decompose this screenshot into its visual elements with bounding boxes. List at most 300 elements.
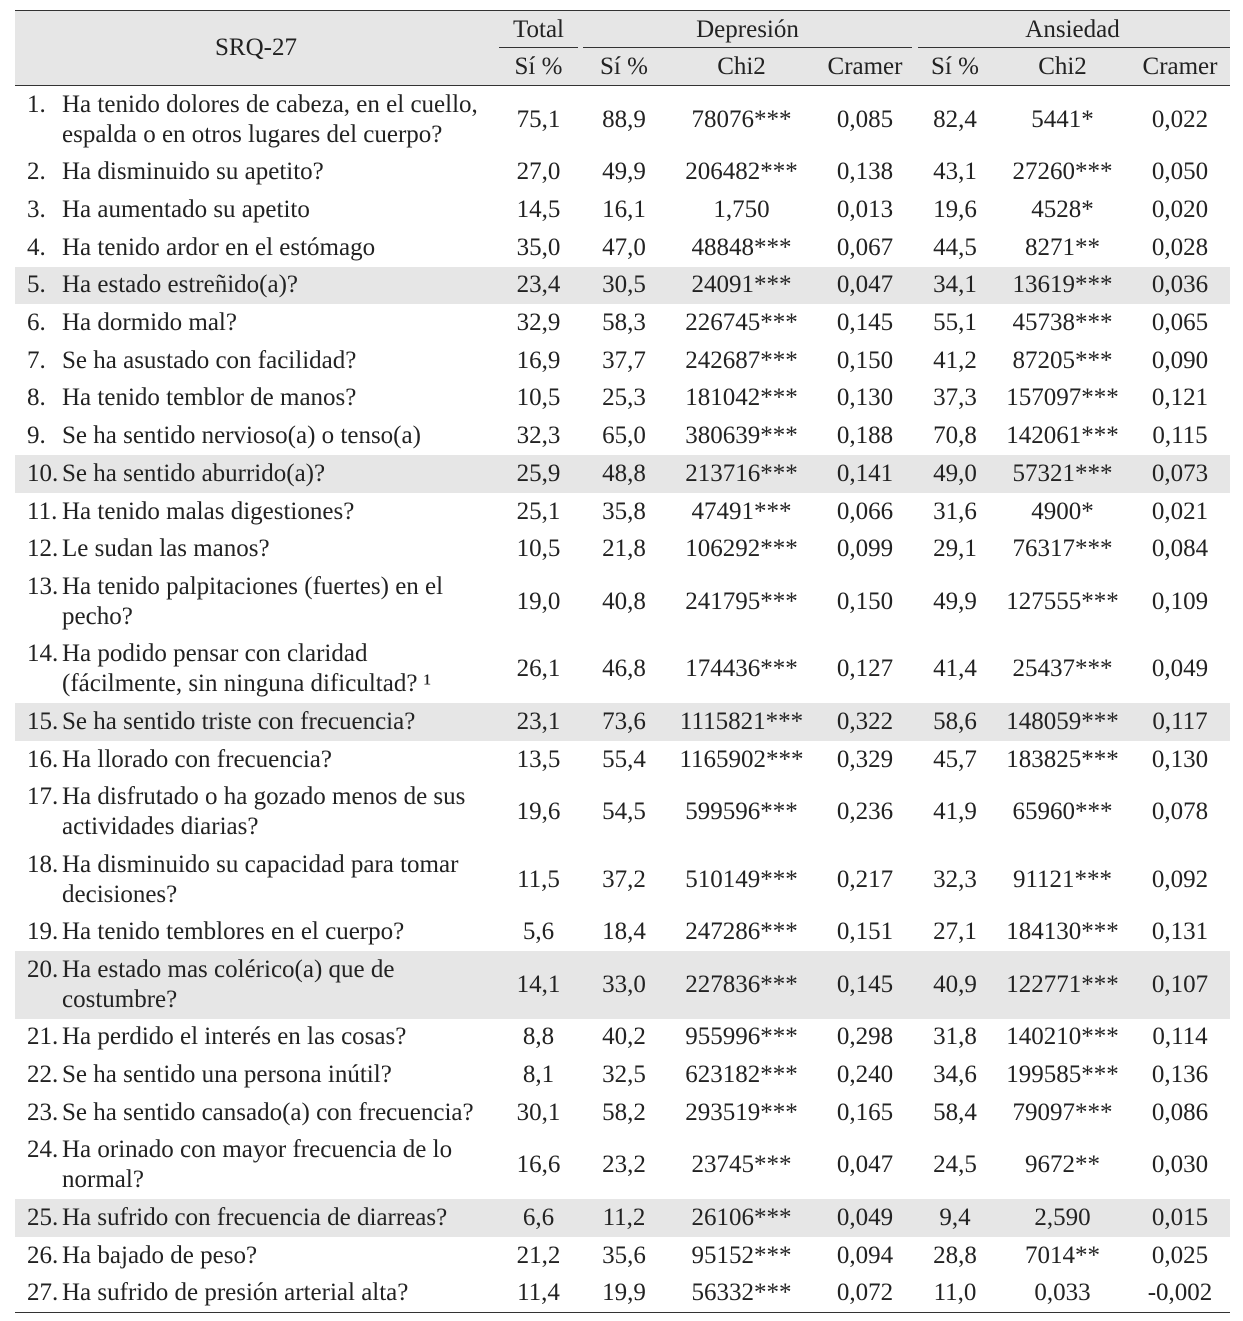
item-number: 15. bbox=[27, 707, 59, 735]
table-row bbox=[15, 846, 1230, 914]
item-text-line: costumbre? bbox=[62, 985, 178, 1013]
cell-depresion-cramer: 0,130 bbox=[836, 384, 894, 412]
cell-depresion-cramer: 0,047 bbox=[836, 271, 894, 299]
cell-depresion-cramer: 0,067 bbox=[836, 233, 894, 261]
table-row bbox=[15, 154, 1230, 192]
item-number: 26. bbox=[27, 1241, 59, 1269]
table-row bbox=[15, 530, 1230, 568]
cell-ansiedad-cramer: 0,086 bbox=[1151, 1098, 1209, 1126]
cell-ansiedad-si: 44,5 bbox=[933, 233, 977, 261]
item-text-line: Le sudan las manos? bbox=[62, 535, 270, 563]
cell-ansiedad-si: 24,5 bbox=[933, 1151, 977, 1179]
item-text-line: Ha llorado con frecuencia? bbox=[62, 745, 332, 773]
cell-depresion-chi2: 78076*** bbox=[691, 105, 792, 133]
cell-ansiedad-cramer: 0,090 bbox=[1151, 346, 1209, 374]
cell-ansiedad-chi2: 5441* bbox=[1031, 105, 1094, 133]
cell-ansiedad-chi2: 0,033 bbox=[1034, 1279, 1091, 1307]
table-row bbox=[15, 1237, 1230, 1275]
item-number: 9. bbox=[27, 422, 46, 450]
cell-ansiedad-chi2: 4528* bbox=[1031, 196, 1094, 224]
cell-total-si: 11,4 bbox=[517, 1279, 560, 1307]
cell-depresion-si: 47,0 bbox=[602, 233, 646, 261]
item-text-line: Se ha asustado con facilidad? bbox=[62, 346, 357, 374]
item-cell bbox=[15, 1199, 497, 1237]
item-text-line: Ha dormido mal? bbox=[62, 309, 237, 337]
item-wrapper bbox=[27, 1022, 406, 1052]
cell-ansiedad-si: 49,9 bbox=[933, 587, 977, 615]
cell-ansiedad-cramer: 0,078 bbox=[1151, 798, 1209, 826]
header-depresion-cramer: Cramer bbox=[827, 52, 903, 80]
item-text bbox=[62, 850, 458, 910]
item-wrapper bbox=[27, 917, 404, 947]
item-cell bbox=[15, 1237, 497, 1275]
item-cell bbox=[15, 530, 497, 568]
cell-depresion-chi2: 380639*** bbox=[685, 422, 798, 450]
item-wrapper bbox=[27, 270, 298, 300]
cell-depresion-cramer: 0,240 bbox=[836, 1061, 894, 1089]
item-text bbox=[62, 157, 324, 187]
cell-depresion-si: 30,5 bbox=[602, 271, 646, 299]
cell-total-si: 10,5 bbox=[516, 535, 561, 563]
cell-total-si: 35,0 bbox=[516, 233, 561, 261]
cell-total-si: 14,5 bbox=[516, 196, 561, 224]
cell-depresion-chi2: 1115821*** bbox=[679, 707, 804, 735]
item-text-line: Ha tenido dolores de cabeza, en el cuello, bbox=[62, 90, 478, 118]
cell-depresion-chi2: 599596*** bbox=[685, 798, 798, 826]
item-text-line: Ha disminuido su apetito? bbox=[62, 158, 324, 186]
item-number: 11. bbox=[27, 497, 58, 525]
item-cell bbox=[15, 380, 497, 418]
cell-depresion-cramer: 0,099 bbox=[836, 535, 894, 563]
item-wrapper bbox=[27, 782, 465, 842]
cell-ansiedad-si: 32,3 bbox=[933, 865, 977, 893]
item-cell bbox=[15, 493, 497, 531]
item-text bbox=[62, 233, 375, 263]
cell-total-si: 32,3 bbox=[516, 422, 561, 450]
cell-ansiedad-si: 58,4 bbox=[933, 1098, 977, 1126]
cell-depresion-si: 55,4 bbox=[602, 745, 646, 773]
cell-ansiedad-chi2: 76317*** bbox=[1012, 535, 1113, 563]
cell-ansiedad-si: 45,7 bbox=[933, 745, 977, 773]
item-cell bbox=[15, 1056, 497, 1094]
cell-ansiedad-si: 37,3 bbox=[933, 384, 977, 412]
item-wrapper bbox=[27, 1241, 257, 1271]
cell-ansiedad-cramer: 0,117 bbox=[1152, 707, 1208, 735]
table-row bbox=[15, 86, 1230, 154]
item-text bbox=[62, 346, 356, 376]
item-text bbox=[62, 1060, 392, 1090]
item-wrapper bbox=[27, 308, 237, 338]
cell-depresion-si: 37,2 bbox=[602, 865, 646, 893]
cell-depresion-cramer: 0,072 bbox=[836, 1279, 894, 1307]
item-number: 24. bbox=[27, 1136, 59, 1164]
cell-total-si: 23,4 bbox=[516, 271, 561, 299]
cell-ansiedad-si: 9,4 bbox=[939, 1204, 971, 1232]
cell-depresion-chi2: 226745*** bbox=[685, 309, 798, 337]
cell-depresion-chi2: 1,750 bbox=[713, 196, 770, 224]
cell-ansiedad-chi2: 91121*** bbox=[1012, 865, 1113, 893]
cell-depresion-si: 21,8 bbox=[602, 535, 646, 563]
cell-ansiedad-si: 27,1 bbox=[933, 918, 977, 946]
cell-depresion-si: 11,2 bbox=[602, 1204, 646, 1232]
table-row bbox=[15, 568, 1230, 636]
item-text-line: Ha tenido palpitaciones (fuertes) en el bbox=[62, 572, 444, 600]
cell-ansiedad-cramer: 0,136 bbox=[1151, 1061, 1209, 1089]
cell-ansiedad-cramer: 0,025 bbox=[1151, 1241, 1209, 1269]
cell-depresion-si: 40,8 bbox=[602, 587, 646, 615]
item-text bbox=[62, 1241, 257, 1271]
cell-ansiedad-cramer: 0,015 bbox=[1151, 1204, 1209, 1232]
item-cell bbox=[15, 1019, 497, 1057]
item-text-line: Ha tenido temblor de manos? bbox=[62, 384, 357, 412]
item-text-line: Ha aumentado su apetito bbox=[62, 196, 310, 224]
item-wrapper bbox=[27, 421, 421, 451]
table-row bbox=[15, 741, 1230, 779]
cell-ansiedad-cramer: 0,109 bbox=[1151, 587, 1209, 615]
cell-ansiedad-chi2: 127555*** bbox=[1006, 587, 1119, 615]
item-cell bbox=[15, 1275, 497, 1313]
cell-depresion-si: 40,2 bbox=[602, 1023, 646, 1051]
cell-depresion-si: 58,3 bbox=[602, 309, 646, 337]
item-number: 6. bbox=[27, 309, 46, 337]
item-number: 18. bbox=[27, 850, 59, 878]
item-text bbox=[62, 421, 421, 451]
item-wrapper bbox=[27, 707, 415, 737]
item-wrapper bbox=[27, 497, 354, 527]
table-row bbox=[15, 703, 1230, 741]
item-wrapper bbox=[27, 1278, 408, 1308]
item-text-line: Ha tenido temblores en el cuerpo? bbox=[62, 918, 405, 946]
cell-depresion-si: 37,7 bbox=[602, 346, 646, 374]
cell-depresion-cramer: 0,085 bbox=[836, 105, 894, 133]
cell-depresion-si: 35,6 bbox=[602, 1241, 646, 1269]
item-text-line: Se ha sentido aburrido(a)? bbox=[62, 459, 326, 487]
header-total-si: Sí % bbox=[514, 52, 563, 80]
cell-ansiedad-si: 41,2 bbox=[933, 346, 977, 374]
cell-total-si: 6,6 bbox=[522, 1204, 555, 1232]
cell-total-si: 8,8 bbox=[522, 1023, 555, 1051]
cell-depresion-si: 35,8 bbox=[602, 497, 646, 525]
header-group-ansiedad: Ansiedad bbox=[915, 11, 1230, 48]
cell-depresion-si: 18,4 bbox=[602, 918, 646, 946]
item-text-line: Ha estado mas colérico(a) que de bbox=[62, 955, 395, 983]
cell-depresion-si: 48,8 bbox=[602, 459, 646, 487]
header-group-depresion: Depresión bbox=[580, 11, 915, 48]
cell-ansiedad-cramer: 0,084 bbox=[1151, 535, 1209, 563]
item-wrapper bbox=[27, 383, 356, 413]
cell-ansiedad-si: 55,1 bbox=[933, 309, 977, 337]
item-wrapper bbox=[27, 1060, 392, 1090]
cell-ansiedad-chi2: 142061*** bbox=[1006, 422, 1119, 450]
item-wrapper bbox=[27, 639, 431, 699]
item-number: 1. bbox=[27, 90, 46, 118]
table-row bbox=[15, 1019, 1230, 1057]
item-text-line: Ha orinado con mayor frecuencia de lo bbox=[62, 1136, 453, 1164]
cell-ansiedad-chi2: 122771*** bbox=[1006, 970, 1119, 998]
cell-depresion-si: 32,5 bbox=[602, 1061, 646, 1089]
item-cell bbox=[15, 568, 497, 636]
cell-depresion-chi2: 95152*** bbox=[691, 1241, 792, 1269]
cell-depresion-chi2: 623182*** bbox=[685, 1061, 798, 1089]
cell-ansiedad-cramer: 0,036 bbox=[1151, 271, 1209, 299]
cell-total-si: 26,1 bbox=[516, 655, 561, 683]
item-text bbox=[62, 745, 332, 775]
item-cell bbox=[15, 229, 497, 267]
cell-total-si: 16,6 bbox=[516, 1151, 561, 1179]
cell-depresion-cramer: 0,165 bbox=[836, 1098, 894, 1126]
cell-ansiedad-chi2: 87205*** bbox=[1012, 346, 1113, 374]
item-cell bbox=[15, 304, 497, 342]
cell-ansiedad-si: 31,8 bbox=[933, 1023, 977, 1051]
cell-ansiedad-chi2: 184130*** bbox=[1006, 918, 1119, 946]
item-number: 8. bbox=[27, 384, 46, 412]
item-text-line: Ha estado estreñido(a)? bbox=[62, 271, 298, 299]
item-number: 2. bbox=[27, 158, 46, 186]
cell-ansiedad-cramer: 0,114 bbox=[1152, 1023, 1208, 1051]
item-cell bbox=[15, 778, 497, 846]
table-row bbox=[15, 951, 1230, 1019]
cell-depresion-cramer: 0,138 bbox=[836, 158, 894, 186]
cell-total-si: 21,2 bbox=[516, 1241, 561, 1269]
table-row bbox=[15, 417, 1230, 455]
item-text bbox=[62, 534, 270, 564]
table-row bbox=[15, 455, 1230, 493]
cell-depresion-cramer: 0,298 bbox=[836, 1023, 894, 1051]
item-text bbox=[62, 497, 354, 527]
cell-total-si: 23,1 bbox=[516, 707, 561, 735]
cell-total-si: 75,1 bbox=[516, 105, 561, 133]
cell-depresion-si: 19,9 bbox=[602, 1279, 646, 1307]
header-depresion-si: Sí % bbox=[600, 52, 648, 80]
cell-total-si: 30,1 bbox=[516, 1098, 561, 1126]
cell-total-si: 10,5 bbox=[516, 384, 561, 412]
item-text bbox=[62, 90, 478, 150]
cell-depresion-cramer: 0,049 bbox=[836, 1204, 894, 1232]
cell-ansiedad-si: 41,4 bbox=[933, 655, 977, 683]
cell-total-si: 14,1 bbox=[516, 970, 561, 998]
cell-ansiedad-si: 31,6 bbox=[933, 497, 977, 525]
item-text-line: normal? bbox=[62, 1166, 144, 1194]
header-ansiedad-cramer: Cramer bbox=[1142, 52, 1218, 80]
cell-depresion-si: 58,2 bbox=[602, 1098, 646, 1126]
item-text bbox=[62, 955, 394, 1015]
cell-ansiedad-chi2: 9672** bbox=[1025, 1151, 1100, 1179]
cell-depresion-cramer: 0,145 bbox=[836, 970, 894, 998]
item-wrapper bbox=[27, 572, 443, 632]
cell-ansiedad-cramer: 0,073 bbox=[1151, 459, 1209, 487]
cell-total-si: 16,9 bbox=[516, 346, 561, 374]
table-row bbox=[15, 380, 1230, 418]
item-text-line: Se ha sentido una persona inútil? bbox=[62, 1061, 392, 1089]
item-text bbox=[62, 782, 465, 842]
item-cell bbox=[15, 417, 497, 455]
cell-ansiedad-si: 28,8 bbox=[933, 1241, 977, 1269]
item-text-line: Ha disminuido su capacidad para tomar bbox=[62, 850, 459, 878]
cell-ansiedad-cramer: 0,022 bbox=[1151, 105, 1209, 133]
cell-depresion-si: 73,6 bbox=[602, 707, 646, 735]
cell-ansiedad-cramer: 0,028 bbox=[1151, 233, 1209, 261]
cell-ansiedad-si: 49,0 bbox=[933, 459, 977, 487]
cell-ansiedad-chi2: 199585*** bbox=[1006, 1061, 1119, 1089]
item-number: 14. bbox=[27, 640, 59, 668]
item-wrapper bbox=[27, 157, 324, 187]
item-number: 19. bbox=[27, 918, 59, 946]
item-text-line: Ha disfrutado o ha gozado menos de sus bbox=[62, 783, 466, 811]
item-text bbox=[62, 1203, 447, 1233]
cell-depresion-chi2: 23745*** bbox=[691, 1151, 792, 1179]
cell-ansiedad-si: 34,1 bbox=[933, 271, 977, 299]
cell-depresion-chi2: 181042*** bbox=[685, 384, 798, 412]
cell-ansiedad-chi2: 140210*** bbox=[1006, 1023, 1119, 1051]
table-row bbox=[15, 267, 1230, 305]
cell-ansiedad-chi2: 27260*** bbox=[1012, 158, 1113, 186]
item-text bbox=[62, 1135, 452, 1195]
item-wrapper bbox=[27, 745, 332, 775]
cell-ansiedad-cramer: 0,131 bbox=[1151, 918, 1209, 946]
cell-depresion-chi2: 955996*** bbox=[685, 1023, 798, 1051]
item-text-line: Ha sufrido de presión arterial alta? bbox=[62, 1279, 409, 1307]
item-text bbox=[62, 459, 325, 489]
item-text bbox=[62, 1022, 406, 1052]
item-text-line: decisiones? bbox=[62, 880, 178, 908]
cell-depresion-chi2: 241795*** bbox=[685, 587, 798, 615]
cell-depresion-chi2: 47491*** bbox=[691, 497, 792, 525]
cell-total-si: 25,1 bbox=[516, 497, 561, 525]
cell-depresion-si: 16,1 bbox=[602, 196, 646, 224]
item-cell bbox=[15, 86, 497, 154]
item-number: 17. bbox=[27, 783, 59, 811]
item-text-line: Se ha sentido cansado(a) con frecuencia? bbox=[62, 1098, 474, 1126]
item-cell bbox=[15, 1094, 497, 1132]
cell-depresion-chi2: 1165902*** bbox=[679, 745, 804, 773]
item-cell bbox=[15, 913, 497, 951]
cell-ansiedad-chi2: 7014** bbox=[1025, 1241, 1100, 1269]
item-text-line: Ha perdido el interés en las cosas? bbox=[62, 1023, 407, 1051]
item-number: 23. bbox=[27, 1098, 59, 1126]
cell-depresion-chi2: 174436*** bbox=[685, 655, 798, 683]
cell-depresion-chi2: 206482*** bbox=[685, 158, 798, 186]
cell-depresion-cramer: 0,127 bbox=[836, 655, 894, 683]
item-text bbox=[62, 270, 298, 300]
cell-depresion-cramer: 0,150 bbox=[836, 587, 894, 615]
item-text-line: Se ha sentido triste con frecuencia? bbox=[62, 707, 416, 735]
item-text bbox=[62, 195, 310, 225]
cell-ansiedad-si: 70,8 bbox=[933, 422, 977, 450]
item-cell bbox=[15, 455, 497, 493]
cell-depresion-chi2: 227836*** bbox=[685, 970, 798, 998]
cell-ansiedad-si: 19,6 bbox=[933, 196, 977, 224]
item-text-line: Se ha sentido nervioso(a) o tenso(a) bbox=[62, 422, 421, 450]
cell-ansiedad-chi2: 13619*** bbox=[1012, 271, 1113, 299]
item-cell bbox=[15, 191, 497, 229]
item-cell bbox=[15, 951, 497, 1019]
cell-ansiedad-chi2: 45738*** bbox=[1012, 309, 1113, 337]
item-text-line: Ha podido pensar con claridad bbox=[62, 640, 368, 668]
cell-total-si: 8,1 bbox=[522, 1061, 555, 1089]
cell-ansiedad-si: 29,1 bbox=[933, 535, 977, 563]
cell-ansiedad-si: 34,6 bbox=[933, 1061, 977, 1089]
table-row bbox=[15, 493, 1230, 531]
cell-depresion-si: 46,8 bbox=[602, 655, 646, 683]
cell-depresion-cramer: 0,236 bbox=[836, 798, 894, 826]
item-cell bbox=[15, 846, 497, 914]
cell-ansiedad-si: 41,9 bbox=[933, 798, 977, 826]
item-cell bbox=[15, 703, 497, 741]
item-text-line: Ha sufrido con frecuencia de diarreas? bbox=[62, 1204, 448, 1232]
item-cell bbox=[15, 267, 497, 305]
table-row bbox=[15, 913, 1230, 951]
item-number: 22. bbox=[27, 1061, 59, 1089]
item-number: 21. bbox=[27, 1023, 59, 1051]
table-row bbox=[15, 1199, 1230, 1237]
item-cell bbox=[15, 154, 497, 192]
item-wrapper bbox=[27, 195, 310, 225]
item-number: 20. bbox=[27, 955, 59, 983]
item-text-line: (fácilmente, sin ninguna dificultad? ¹ bbox=[62, 670, 432, 698]
header-srq27: SRQ-27 bbox=[215, 34, 297, 61]
cell-ansiedad-si: 11,0 bbox=[933, 1279, 977, 1307]
cell-depresion-chi2: 106292*** bbox=[685, 535, 798, 563]
item-number: 27. bbox=[27, 1279, 59, 1307]
item-number: 16. bbox=[27, 745, 59, 773]
item-text-line: Ha bajado de peso? bbox=[62, 1241, 258, 1269]
item-wrapper bbox=[27, 850, 458, 910]
cell-depresion-chi2: 293519*** bbox=[685, 1098, 798, 1126]
item-text bbox=[62, 383, 356, 413]
table-row bbox=[15, 1132, 1230, 1200]
item-wrapper bbox=[27, 90, 478, 150]
item-text-line: espalda o en otros lugares del cuerpo? bbox=[62, 120, 443, 148]
table-row bbox=[15, 304, 1230, 342]
item-text bbox=[62, 917, 404, 947]
header-ansiedad-si: Sí % bbox=[931, 52, 979, 80]
cell-total-si: 19,0 bbox=[516, 587, 561, 615]
item-wrapper bbox=[27, 1135, 452, 1195]
cell-total-si: 32,9 bbox=[516, 309, 561, 337]
cell-ansiedad-cramer: 0,107 bbox=[1151, 970, 1209, 998]
cell-ansiedad-cramer: 0,020 bbox=[1151, 196, 1209, 224]
cell-depresion-si: 54,5 bbox=[602, 798, 646, 826]
cell-total-si: 5,6 bbox=[522, 918, 555, 946]
item-number: 5. bbox=[27, 271, 46, 299]
header-group-total: Total bbox=[497, 11, 580, 48]
cell-ansiedad-si: 40,9 bbox=[933, 970, 977, 998]
item-number: 7. bbox=[27, 346, 46, 374]
item-text bbox=[62, 1098, 474, 1128]
cell-ansiedad-cramer: 0,049 bbox=[1151, 655, 1209, 683]
cell-ansiedad-cramer: 0,121 bbox=[1151, 384, 1209, 412]
item-number: 12. bbox=[27, 535, 59, 563]
cell-depresion-cramer: 0,150 bbox=[836, 346, 894, 374]
item-wrapper bbox=[27, 346, 356, 376]
cell-ansiedad-chi2: 2,590 bbox=[1034, 1204, 1091, 1232]
cell-ansiedad-si: 43,1 bbox=[933, 158, 977, 186]
item-wrapper bbox=[27, 534, 270, 564]
cell-ansiedad-cramer: 0,021 bbox=[1151, 497, 1209, 525]
item-number: 10. bbox=[27, 459, 59, 487]
table-body bbox=[15, 86, 1230, 1313]
table-row bbox=[15, 1094, 1230, 1132]
cell-total-si: 27,0 bbox=[516, 158, 561, 186]
item-cell bbox=[15, 741, 497, 779]
item-text-line: Ha tenido malas digestiones? bbox=[62, 497, 355, 525]
item-wrapper bbox=[27, 459, 325, 489]
cell-total-si: 11,5 bbox=[517, 865, 560, 893]
cell-depresion-si: 33,0 bbox=[602, 970, 646, 998]
srq27-table bbox=[15, 10, 1230, 1313]
cell-depresion-cramer: 0,145 bbox=[836, 309, 894, 337]
cell-depresion-chi2: 213716*** bbox=[685, 459, 798, 487]
